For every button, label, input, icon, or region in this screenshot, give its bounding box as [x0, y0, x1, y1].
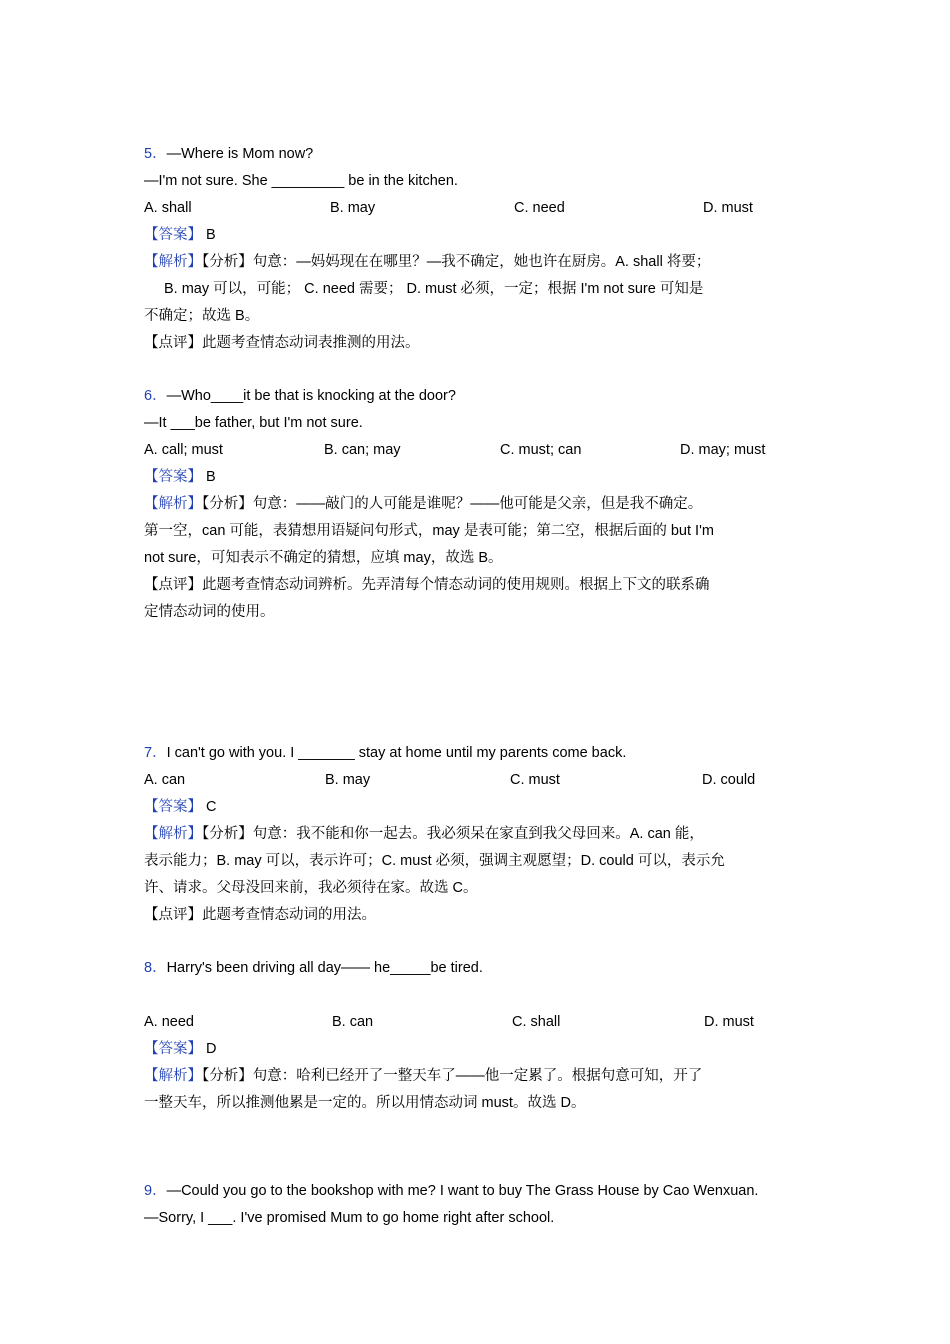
question-stem: 9．—Could you go to the bookshop with me? I want to buy The Grass House by Cao Wenxuan. — [144, 1183, 759, 1199]
comment-line: 【点评】此题考查情态动词表推测的用法。 — [144, 335, 420, 351]
option-c: C. must; can — [500, 442, 582, 458]
question-7 — [144, 740, 812, 929]
option-d: D. must — [703, 200, 753, 216]
option-d: D. may; must — [680, 442, 766, 458]
option-d: D. could — [702, 772, 756, 788]
analysis-tag: 【解析】 — [144, 496, 202, 512]
answer-tag: 【答案】 — [144, 799, 202, 815]
analysis-line: 不确定；故选 B。 — [144, 308, 260, 324]
analysis-line: 一整天车，所以推测他累是一定的。所以用情态动词 must。故选 D。 — [144, 1095, 586, 1111]
option-c: C. shall — [512, 1014, 561, 1030]
answer-value: B — [206, 469, 216, 485]
question-number: 6． — [144, 388, 167, 404]
answer-value: D — [206, 1041, 217, 1057]
option-c: C. need — [514, 200, 565, 216]
option-b: B. can — [332, 1014, 374, 1030]
blank-line — [144, 982, 812, 1009]
option-a: A. need — [144, 1014, 194, 1030]
analysis-line: 【解析】【分析】句意：我不能和你一起去。我必须呆在家直到我父母回来。A. can 能， — [144, 826, 704, 842]
answer-tag: 【答案】 — [144, 469, 202, 485]
analysis-line: 【解析】【分析】句意：哈利已经开了一整天车了——他一定累了。根据句意可知，开了 — [144, 1068, 703, 1084]
question-stem-reply: —Sorry, I ___. I've promised Mum to go home right after school. — [144, 1210, 555, 1226]
analysis-tag: 【解析】 — [144, 826, 202, 842]
answer-line — [144, 794, 812, 821]
question-number: 8． — [144, 960, 167, 976]
analysis-line: 【解析】【分析】句意：—妈妈现在在哪里？—我不确定，她也许在厨房。A. shall 将要； — [144, 254, 711, 270]
question-stem-reply: —It ___be father, but I'm not sure. — [144, 415, 363, 431]
analysis-line: 第一空，can 可能，表猜想用语疑问句形式，may 是表可能；第二空，根据后面的 but I'm — [144, 523, 714, 539]
options-row — [144, 1009, 812, 1036]
comment-line: 定情态动词的使用。 — [144, 604, 275, 620]
question-9 — [144, 1178, 812, 1232]
answer-tag: 【答案】 — [144, 1041, 202, 1057]
option-a: A. can — [144, 772, 186, 788]
answer-tag: 【答案】 — [144, 227, 202, 243]
option-b: B. can; may — [324, 442, 401, 458]
analysis-line: 表示能力；B. may 可以，表示许可；C. must 必须，强调主观愿望；D. could 可以，表示允 — [144, 853, 725, 869]
options-row — [144, 437, 812, 464]
comment-line: 【点评】此题考查情态动词的用法。 — [144, 907, 376, 923]
question-stem: 8．Harry's been driving all day—— he_____be tired. — [144, 960, 483, 976]
question-6 — [144, 383, 812, 626]
option-a: A. call; must — [144, 442, 223, 458]
options-row — [144, 767, 812, 794]
question-stem: 5．—Where is Mom now? — [144, 146, 314, 162]
answer-value: C — [206, 799, 217, 815]
question-8 — [144, 955, 812, 1117]
question-number: 7． — [144, 745, 167, 761]
analysis-line: B. may 可以，可能； C. need 需要； D. must 必须，一定；根据 I'm not sure 可知是 — [164, 281, 704, 297]
answer-line — [144, 464, 812, 491]
option-c: C. must — [510, 772, 560, 788]
question-number: 5． — [144, 146, 167, 162]
options-row — [144, 195, 812, 222]
analysis-line: 【解析】【分析】句意：——敲门的人可能是谁呢？——他可能是父亲，但是我不确定。 — [144, 496, 703, 512]
question-stem-reply: —I'm not sure. She _________ be in the kitchen. — [144, 173, 458, 189]
comment-line: 【点评】此题考查情态动词辨析。先弄清每个情态动词的使用规则。根据上下文的联系确 — [144, 577, 710, 593]
question-number: 9． — [144, 1183, 167, 1199]
option-b: B. may — [325, 772, 371, 788]
option-b: B. may — [330, 200, 376, 216]
question-stem: 7．I can't go with you. I _______ stay at home until my parents come back. — [144, 745, 627, 761]
answer-line — [144, 1036, 812, 1063]
option-d: D. must — [704, 1014, 754, 1030]
analysis-tag: 【解析】 — [144, 254, 202, 270]
answer-line — [144, 222, 812, 249]
analysis-tag: 【解析】 — [144, 1068, 202, 1084]
answer-value: B — [206, 227, 216, 243]
option-a: A. shall — [144, 200, 192, 216]
question-stem: 6．—Who____it be that is knocking at the door? — [144, 388, 456, 404]
question-5 — [144, 141, 812, 357]
analysis-line: not sure，可知表示不确定的猜想，应填 may，故选 B。 — [144, 550, 503, 566]
analysis-line: 许、请求。父母没回来前，我必须待在家。故选 C。 — [144, 880, 478, 896]
